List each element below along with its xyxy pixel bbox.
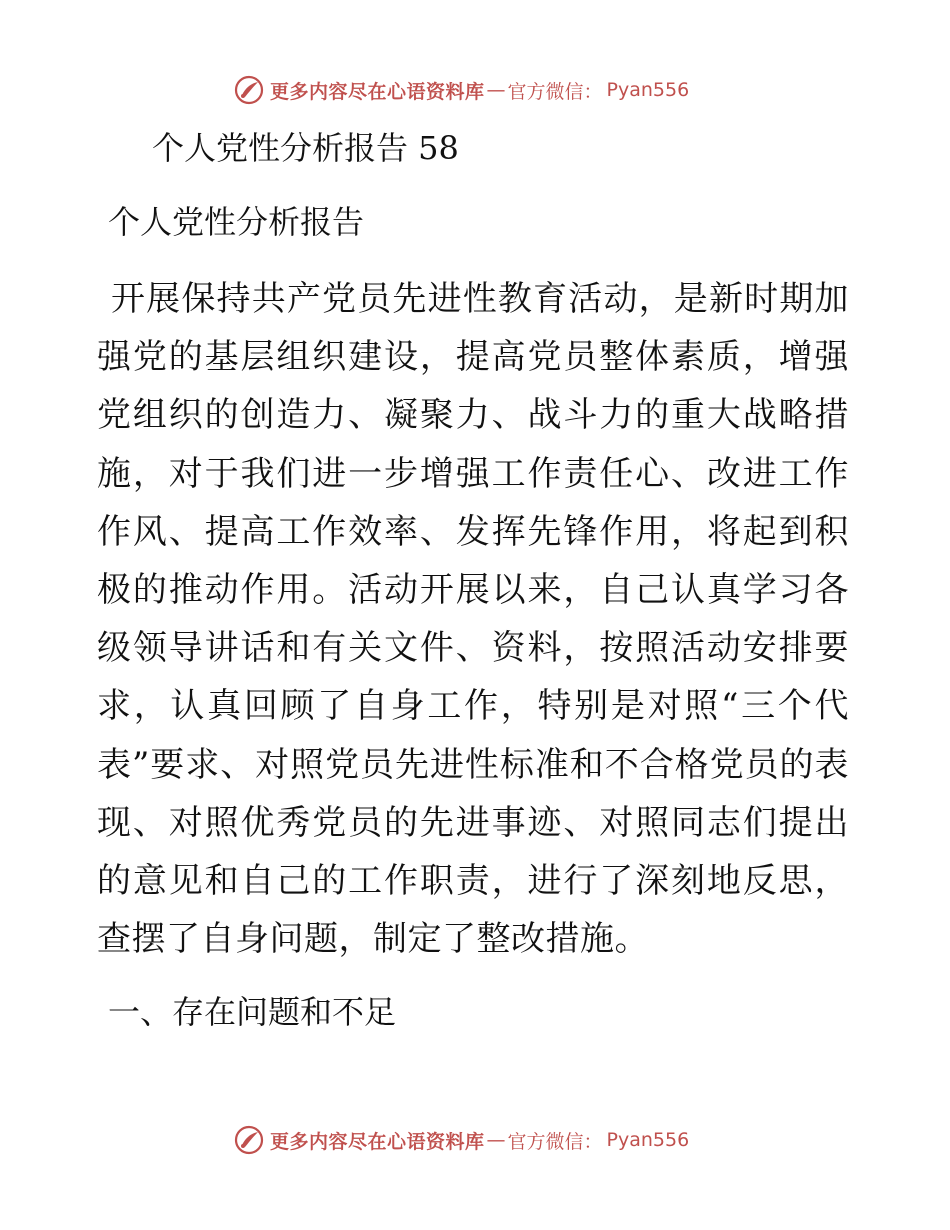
document-title: 个人党性分析报告 58: [152, 129, 459, 167]
footer-watermark: [234, 1123, 689, 1157]
watermark-wechat-label: 官方微信：: [507, 1130, 603, 1153]
header-watermark: [234, 73, 689, 107]
section-heading: 一、存在问题和不足: [108, 993, 397, 1031]
watermark-wechat-account: Pyan556: [606, 1129, 690, 1151]
watermark-separator: —: [486, 79, 506, 101]
watermark-wechat-label: 官方微信：: [507, 80, 603, 103]
watermark-separator: —: [486, 1129, 506, 1151]
watermark-brand-text: 更多内容尽在心语资料库: [270, 80, 485, 103]
body-paragraph: 开展保持共产党员先进性教育活动，是新时期加强党的基层组织建设，提高党员整体素质，增强党组织的创造力、凝聚力、战斗力的重大战略措施，对于我们进一步增强工作责任心、改进工作作风、提高工作效率、发挥先锋作用，将起到积极的推动作用。活动开展以来，自己认真学习各级领导讲话和有关文件、资料，按照活动安排要求，认真回顾了自身工作，特别是对照“三个代表”要求、对照党员先进性标准和不合格党员的表现、对照优秀党员的先进事迹、对照同志们提出的意见和自己的工作职责，进行了深刻地反思，查摆了自身问题，制定了整改措施。: [97, 279, 849, 960]
ink-brush-logo-icon: [234, 1125, 264, 1155]
document-subtitle: 个人党性分析报告: [108, 203, 365, 241]
watermark-wechat-account: Pyan556: [606, 79, 690, 101]
watermark-brand-text: 更多内容尽在心语资料库: [270, 1130, 485, 1153]
ink-brush-logo-icon: [234, 75, 264, 105]
